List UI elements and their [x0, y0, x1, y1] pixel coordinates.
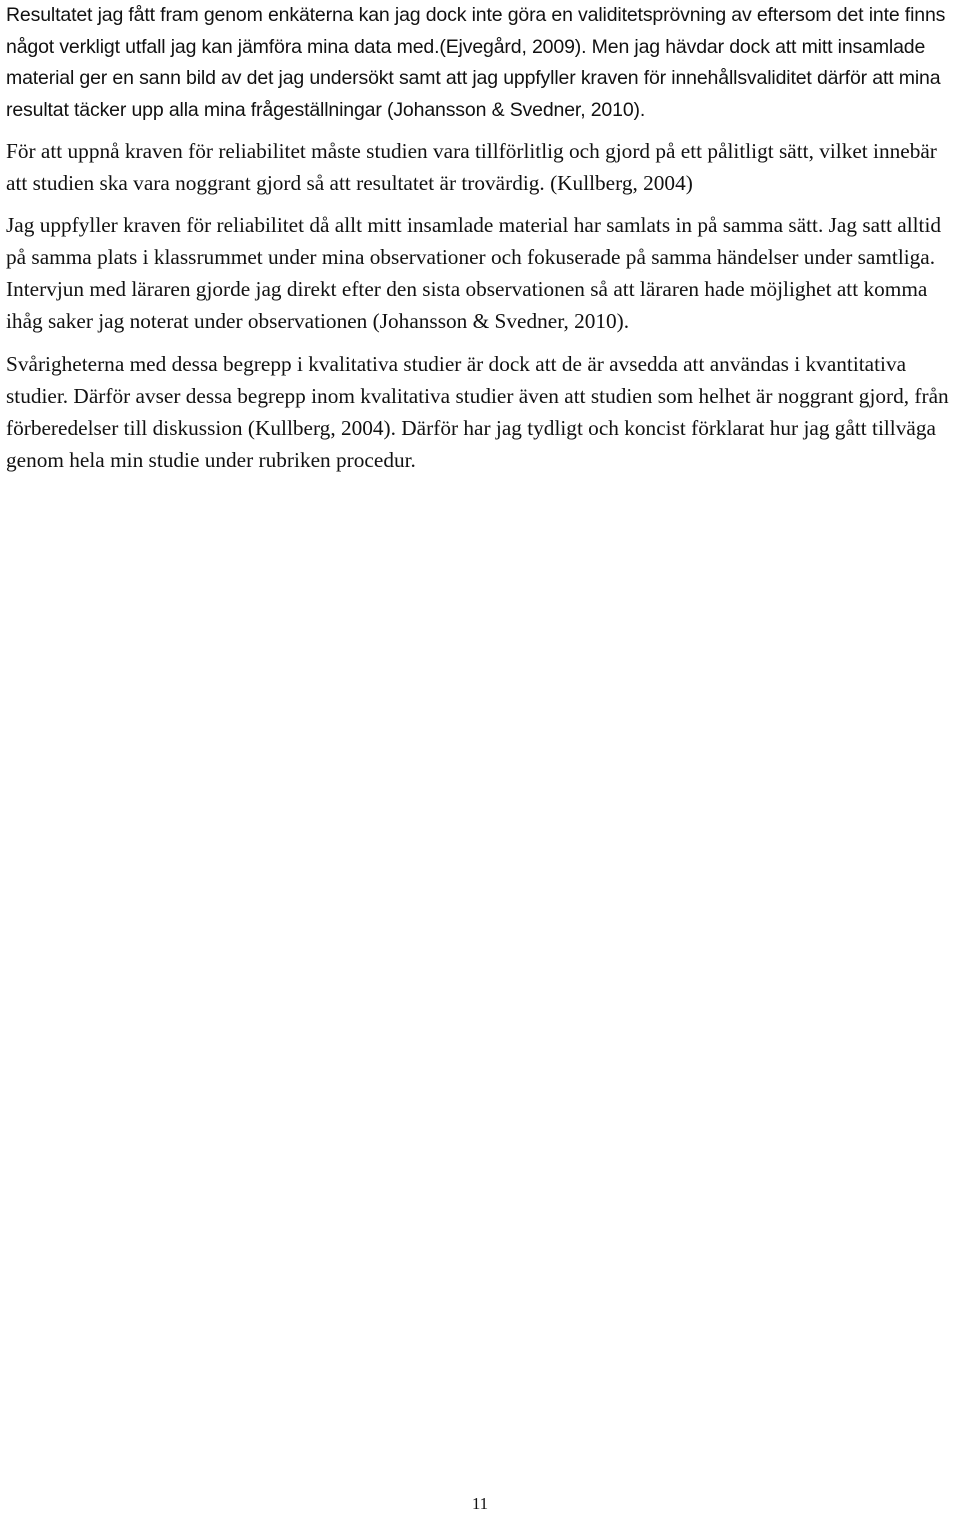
paragraph-validity: Resultatet jag fått fram genom enkäterna kan jag dock inte göra en validitetsprövning av eftersom det inte finns något verkligt utfall jag kan jämföra mina data med.(Ejvegård, 2009). Men jag hävdar dock att mitt insamlade material ger en sann bild av det jag undersökt samt att jag uppfyller kraven för innehållsvaliditet därför att mina resultat täcker upp alla mina frågeställningar (Johansson & Svedner, 2010). — [6, 4, 946, 121]
paragraph-reliability-definition: För att uppnå kraven för reliabilitet måste studien vara tillförlitlig och gjord på ett pålitligt sätt, vilket innebär att studien ska vara noggrant gjord så att resultatet är trovärdig. (Kullberg, 2004) — [6, 139, 937, 195]
paragraph-reliability-fulfilled: Jag uppfyller kraven för reliabilitet då allt mitt insamlade material har samlats in på samma sätt. Jag satt alltid på samma plats i klassrummet under mina observationer och fokuserade på samma händelser under samtliga. Intervjun med läraren gjorde jag direkt efter den sista observationen så att läraren hade möjlighet att komma ihåg saker jag noterat under observationen (Johansson & Svedner, 2010). — [6, 213, 942, 333]
page-number: 11 — [471, 1494, 489, 1513]
paragraph-qualitative-difficulties: Svårigheterna med dessa begrepp i kvalitativa studier är dock att de är avsedda att användas i kvantitativa studier. Därför avser dessa begrepp inom kvalitativa studier även att studien som helhet är noggrant gjord, från förberedelser till diskussion (Kullberg, 2004). Därför har jag tydligt och koncist förklarat hur jag gått tillväga genom hela min studie under rubriken procedur. — [6, 352, 949, 472]
document-body — [6, 0, 958, 476]
